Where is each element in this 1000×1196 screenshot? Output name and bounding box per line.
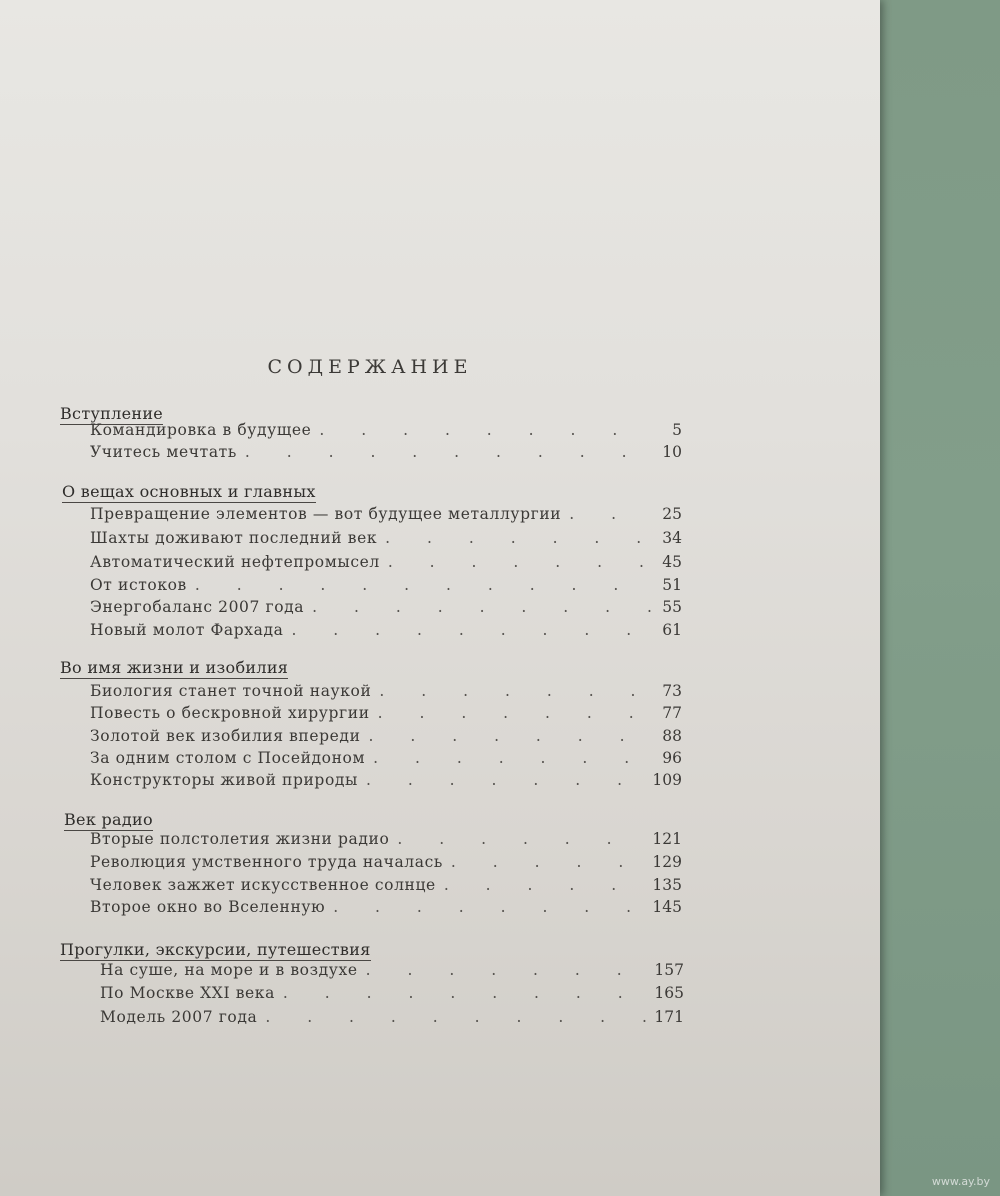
section-heading: Век радио — [64, 810, 153, 829]
entry-title: Повесть о бескровной хирургии — [90, 704, 370, 722]
dot-leader — [283, 984, 646, 1002]
entry-title: Революция умственного труда началась — [90, 853, 443, 871]
entry-page: 55 — [662, 598, 682, 616]
dot-leader — [379, 682, 652, 700]
dot-leader — [245, 443, 652, 461]
background-green-cover — [860, 0, 1000, 1196]
toc-entry — [90, 771, 682, 795]
section-heading: О вещах основных и главных — [62, 482, 316, 501]
entry-page: 45 — [662, 553, 682, 571]
entry-page: 171 — [654, 1008, 684, 1026]
entry-page: 5 — [672, 421, 682, 439]
entry-page: 96 — [662, 749, 682, 767]
dot-leader — [569, 505, 652, 523]
dot-leader — [444, 876, 645, 894]
toc-entry — [100, 961, 684, 985]
dot-leader — [385, 529, 652, 547]
entry-page: 135 — [652, 876, 682, 894]
dot-leader — [366, 771, 644, 789]
entry-page: 88 — [662, 727, 682, 745]
dot-leader — [366, 961, 647, 979]
dot-leader — [333, 898, 644, 916]
toc-entry — [100, 984, 684, 1008]
entry-title: Командировка в будущее — [90, 421, 312, 439]
dot-leader — [388, 553, 652, 571]
entry-title: Превращение элементов — вот будущее металлургии — [90, 505, 562, 523]
entry-page: 10 — [662, 443, 682, 461]
entry-page: 165 — [654, 984, 684, 1002]
entry-page: 73 — [662, 682, 682, 700]
toc-entry — [90, 682, 682, 706]
toc-entry — [90, 576, 682, 600]
section-heading: Во имя жизни и изобилия — [60, 658, 289, 677]
entry-title: Конструкторы живой природы — [90, 771, 358, 789]
section-heading: Вступление — [60, 404, 164, 423]
entry-page: 25 — [662, 505, 682, 523]
entry-title: Золотой век изобилия впереди — [90, 727, 361, 745]
entry-title: Вторые полстолетия жизни радио — [90, 830, 390, 848]
toc-entry — [90, 727, 682, 751]
entry-title: Второе окно во Вселенную — [90, 898, 326, 916]
dot-leader — [369, 727, 652, 745]
toc-entry — [90, 598, 682, 622]
toc-entry — [90, 876, 682, 900]
entry-page: 51 — [662, 576, 682, 594]
toc-entry — [100, 1008, 684, 1032]
entry-page: 157 — [654, 961, 684, 979]
entry-page: 34 — [662, 529, 682, 547]
toc-entry — [90, 443, 682, 467]
entry-page: 61 — [662, 621, 682, 639]
dot-leader — [319, 421, 652, 439]
entry-title: Учитесь мечтать — [90, 443, 237, 461]
entry-title: Биология станет точной наукой — [90, 682, 372, 700]
entry-title: От истоков — [90, 576, 187, 594]
section-heading: Прогулки, экскурсии, путешествия — [60, 940, 371, 959]
page-title: СОДЕРЖАНИЕ — [267, 356, 473, 378]
toc-entry — [90, 621, 682, 645]
toc-entry — [90, 898, 682, 922]
dot-leader — [397, 830, 644, 848]
entry-title: Шахты доживают последний век — [90, 529, 378, 547]
dot-leader — [312, 598, 652, 616]
toc-entry — [90, 421, 682, 445]
entry-page: 129 — [652, 853, 682, 871]
entry-page: 145 — [652, 898, 682, 916]
entry-title: По Москве XXI века — [100, 984, 275, 1002]
toc-entry — [90, 749, 682, 773]
dot-leader — [265, 1008, 646, 1026]
entry-page: 109 — [652, 771, 682, 789]
toc-entry — [90, 553, 682, 577]
dot-leader — [291, 621, 652, 639]
toc-entry — [90, 830, 682, 854]
entry-title: Новый молот Фархада — [90, 621, 284, 639]
toc-entry — [90, 529, 682, 553]
entry-title: Энергобаланс 2007 года — [90, 598, 305, 616]
dot-leader — [195, 576, 652, 594]
toc-entry — [90, 853, 682, 877]
dot-leader — [451, 853, 645, 871]
dot-leader — [378, 704, 652, 722]
watermark: www.ay.by — [931, 1175, 990, 1188]
dot-leader — [373, 749, 652, 767]
entry-page: 121 — [652, 830, 682, 848]
entry-title: Модель 2007 года — [100, 1008, 258, 1026]
entry-title: Человек зажжет искусственное солнце — [90, 876, 436, 894]
toc-entry — [90, 704, 682, 728]
toc-entry — [90, 505, 682, 529]
entry-title: Автоматический нефтепромысел — [90, 553, 380, 571]
entry-title: За одним столом с Посейдоном — [90, 749, 366, 767]
entry-title: На суше, на море и в воздухе — [100, 961, 358, 979]
entry-page: 77 — [662, 704, 682, 722]
